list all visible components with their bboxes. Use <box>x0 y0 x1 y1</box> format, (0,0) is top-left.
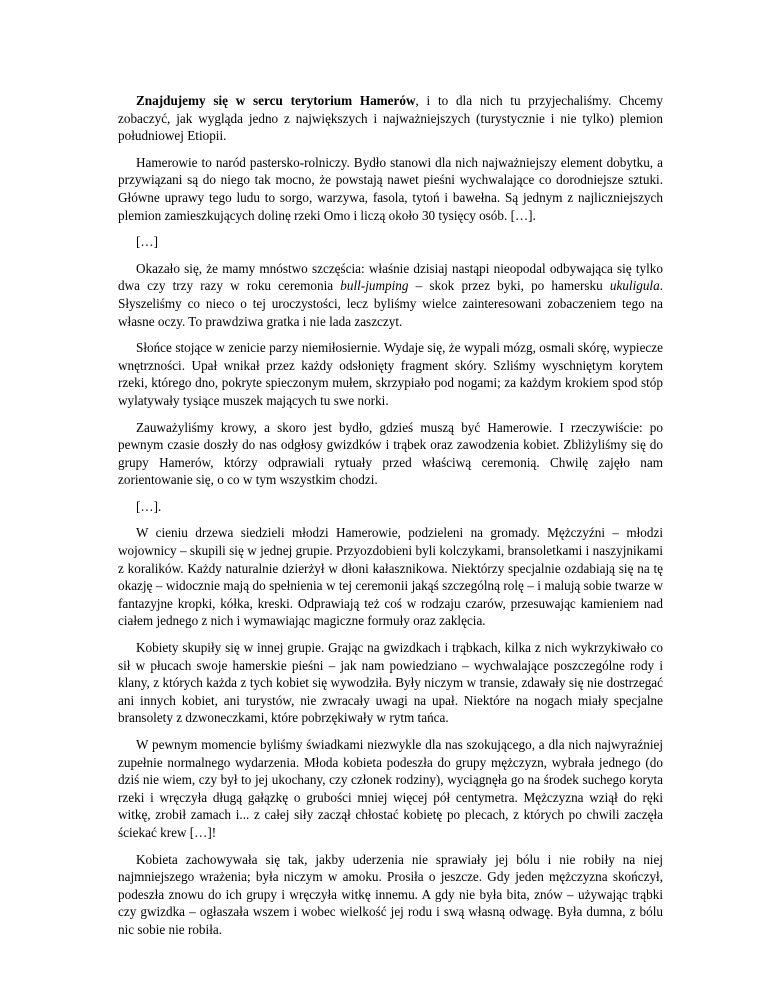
document-page <box>118 92 663 948</box>
paragraph-1 <box>118 92 663 145</box>
paragraph-ellipsis-1 <box>118 233 663 251</box>
paragraph-text: , i to dla nich tu przyjechaliśmy. Chcemy zobaczyć, jak wygląda jedno z największych i najważniejszych (turystycznie i nie tylko) plemion południowej Etiopii. <box>118 93 663 144</box>
paragraph-text: […]. <box>136 498 162 514</box>
paragraph-text: Kobiety skupiły się w innej grupie. Grając na gwizdkach i trąbkach, kilka z nich wykrzykiwało co sił w płucach swoje hamerskie pieśni – jak nam powiedziano – wychwalające poszczególne rody i klany, z których każda z tych kobiet się wywodziła. Były niczym w transie, zdawały się nie dostrzegać ani innych kobiet, ani turystów, nie zwracały uwagi na upał. Niektóre na nogach miały specjalne bransolety z dzwoneczkami, które pobrzękiwały w rytm tańca. <box>118 640 663 726</box>
paragraph-text: […] <box>136 234 158 250</box>
paragraph-10 <box>118 736 663 842</box>
paragraph-text: W cieniu drzewa siedzieli młodzi Hamerowie, podzieleni na gromady. Mężczyźni – młodzi wojownicy – skupili się w jednej grupie. Przyozdobieni byli kolczykami, bransoletkami i naszyjnikami z koralików. Każdy naturalnie dzierżył w dłoni kałasznikowa. Niektórzy specjalnie ozdabiają się na tę okazję – widocznie mają do spełnienia w tej ceremonii jakąś szczególną rolę – i malują sobie twarze w fantazyjne kropki, kółka, kreski. Odprawiają też coś w rodzaju czarów, przesuwając kamieniem nad ciałem jednego z nich i wymawiając magiczne formuły oraz zaklęcia. <box>118 525 663 629</box>
paragraph-text: Słońce stojące w zenicie parzy niemiłosiernie. Wydaje się, że wypali mózg, osmali skórę, wypiecze wnętrzności. Upał wnikał przez każdy odsłonięty fragment skóry. Szliśmy wyschniętym korytem rzeki, którego dno, pokryte spieczonym mułem, skrzypiało pod nogami; za każdym krokiem spod stóp wylatywały tysiące muszek mających tu swe norki. <box>118 340 663 408</box>
italic-term: bull-jumping <box>340 278 409 294</box>
paragraph-9 <box>118 639 663 727</box>
paragraph-text: Okazało się, że mamy mnóstwo szczęścia: właśnie dzisiaj nastąpi nieopodal odbywająca się tylko dwa czy trzy razy w roku ceremonia <box>118 260 663 294</box>
paragraph-text: W pewnym momencie byliśmy świadkami niezwykle dla nas szokującego, a dla nich najwyraźniej zupełnie normalnego wydarzenia. Młoda kobieta podeszła do grupy mężczyzn, wybrała jednego (do dziś nie wiem, czy był to jej ukochany, czy członek rodziny), wyciągnęła go na środek suchego koryta rzeki i wręczyła długą gałązkę o grubości mniej więcej pół centymetra. Mężczyzna wziął do ręki witkę, zrobił zamach i... z całej siły zaczął chłostać kobietę po plecach, z których po chwili zaczęła ściekać krew […]! <box>118 737 663 840</box>
paragraph-ellipsis-2 <box>118 498 663 516</box>
paragraph-text: Zauważyliśmy krowy, a skoro jest bydło, gdzieś muszą być Hamerowie. I rzeczywiście: po pewnym czasie doszły do nas odgłosy gwizdków i trąbek oraz zawodzenia kobiet. Zbliżyliśmy się do grupy Hamerów, którzy odprawiali rytuały przed właściwą ceremonią. Chwilę zajęło nam zorientowanie się, o co w tym wszystkim chodzi. <box>118 419 663 488</box>
paragraph-text: Hamerowie to naród pastersko-rolniczy. Bydło stanowi dla nich najważniejszy element dobytku, a przywiązani są do niego tak mocno, że powstają nawet pieśni wychwalające co dorodniejsze sztuki. Główne uprawy tego ludu to sorgo, warzywa, fasola, tytoń i bawełna. Są jednym z najliczniejszych plemion zamieszkujących dolinę rzeki Omo i liczą około 30 tysięcy osób. […]. <box>118 154 663 223</box>
paragraph-11 <box>118 851 663 939</box>
paragraph-6 <box>118 419 663 489</box>
paragraph-text: – skok przez byki, po hamersku <box>408 278 610 294</box>
lead-bold-text: Znajdujemy się w sercu terytorium Hamerów <box>136 93 416 108</box>
paragraph-4 <box>118 260 663 330</box>
paragraph-8 <box>118 524 663 630</box>
paragraph-2 <box>118 154 663 224</box>
paragraph-text: . Słyszeliśmy co nieco o tej uroczystości, lecz byliśmy wielce zainteresowani zobaczeniem tego na własne oczy. To prawdziwa gratka i nie lada zaszczyt. <box>118 278 663 329</box>
paragraph-5 <box>118 339 663 409</box>
italic-term: ukuligula <box>609 278 660 294</box>
paragraph-text: Kobieta zachowywała się tak, jakby uderzenia nie sprawiały jej bólu i nie robiły na niej najmniejszego wrażenia; była niczym w amoku. Prosiła o jeszcze. Gdy jeden mężczyzna skończył, podeszła znowu do ich grupy i wręczyła witkę innemu. A gdy nie była bita, znów – używając trąbki czy gwizdka – ogłaszała wszem i wobec wielkość jej rodu i swą własną odwagę. Była dumna, z bólu nic sobie nie robiła. <box>118 851 663 937</box>
